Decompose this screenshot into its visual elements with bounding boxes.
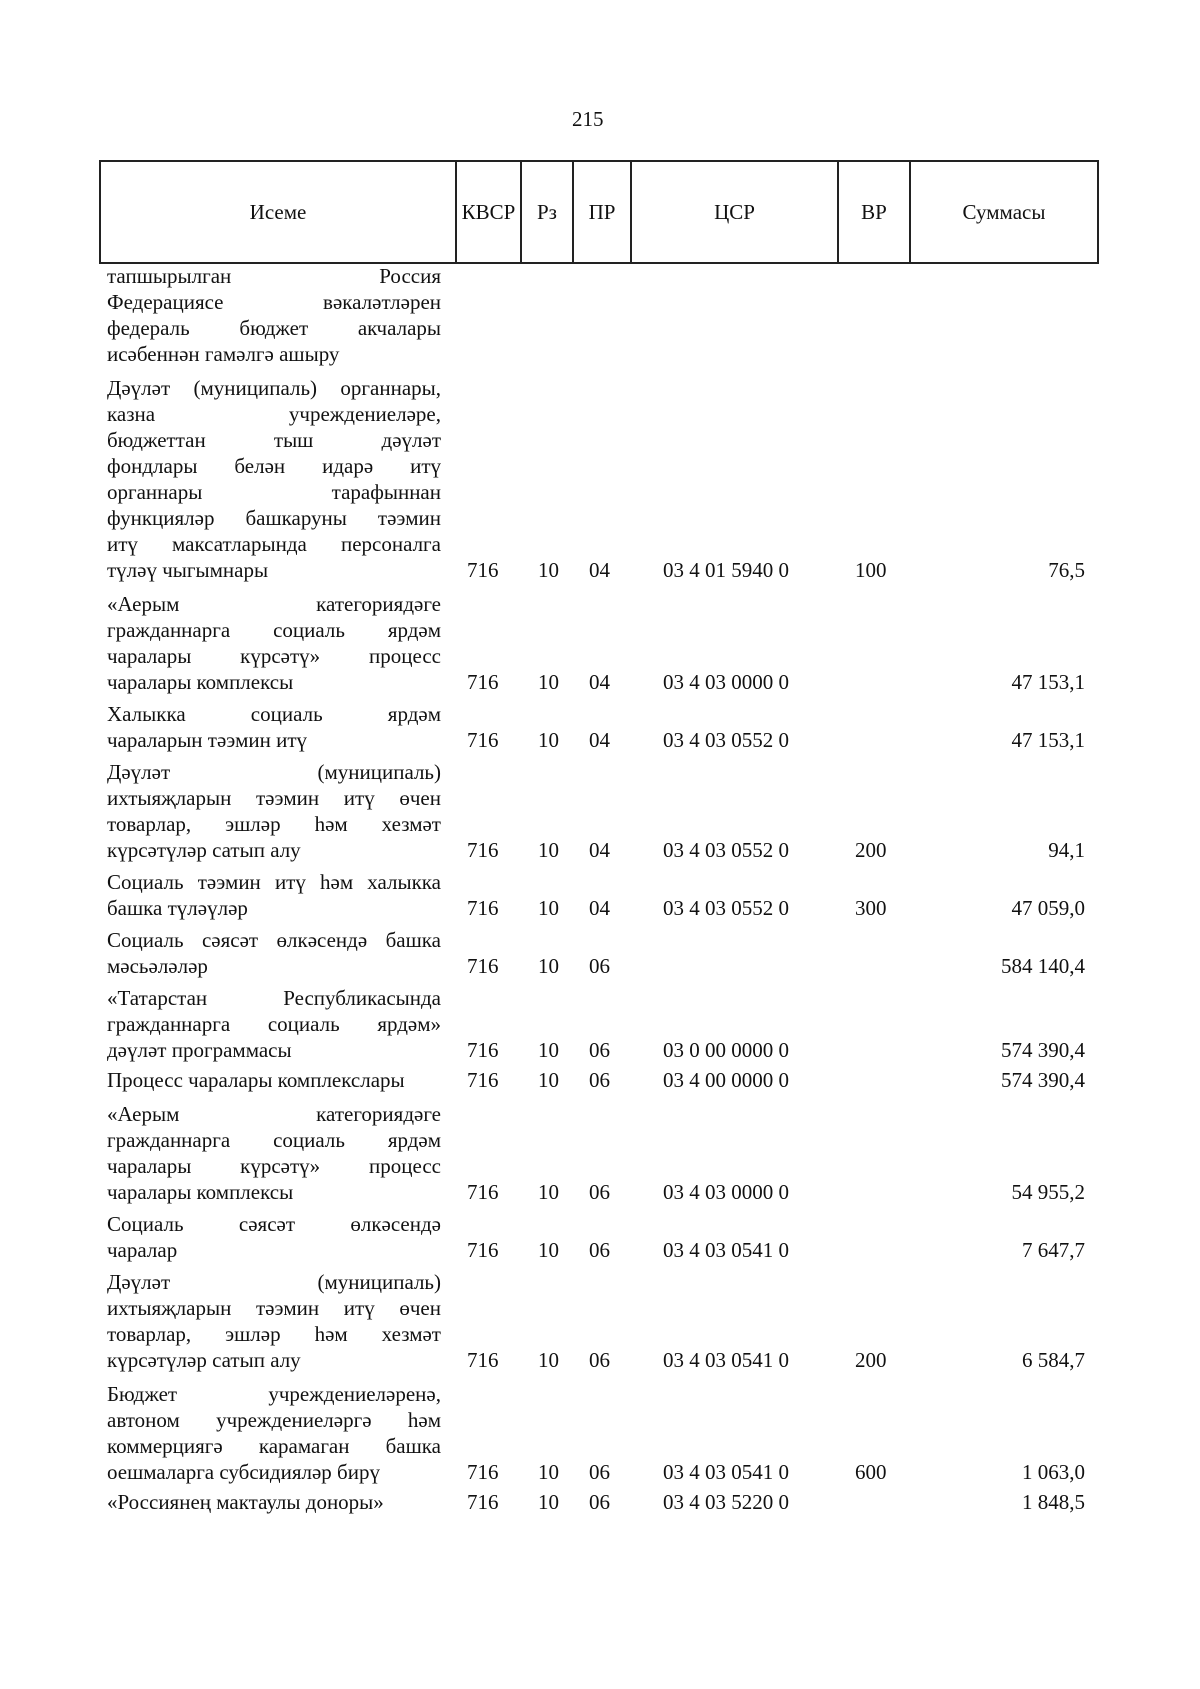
row-name: [99, 375, 441, 583]
cell-pr: 06: [589, 1238, 610, 1262]
row-name-line: Дәүләт (муниципаль): [107, 760, 441, 784]
table-row: [99, 1211, 1097, 1263]
table-row: [99, 869, 1097, 921]
cell-kvsr: 716: [467, 670, 499, 694]
row-name: [99, 927, 441, 979]
cell-vr: 200: [855, 1348, 887, 1372]
row-name-line: органнары тарафыннан: [107, 480, 441, 504]
row-name-line: Социаль тәэмин итү һәм халыкка: [107, 870, 441, 894]
cell-sum: 7 647,7: [1022, 1238, 1085, 1262]
cell-csr: 03 4 03 0000 0: [663, 670, 789, 694]
row-name: [99, 1381, 441, 1485]
cell-kvsr: 716: [467, 1490, 499, 1514]
cell-csr: 03 4 03 0552 0: [663, 838, 789, 862]
row-name: [99, 985, 441, 1063]
row-name-line: тапшырылган Россия: [107, 264, 441, 288]
row-name-line: ихтыяҗларын тәэмин итү өчен: [107, 1296, 441, 1320]
cell-kvsr: 716: [467, 954, 499, 978]
row-name-line: бюджеттан тыш дәүләт: [107, 428, 441, 452]
cell-sum: 94,1: [1048, 838, 1085, 862]
row-name: [99, 1067, 441, 1093]
header-vr: ВР: [838, 161, 910, 263]
cell-kvsr: 716: [467, 1238, 499, 1262]
table-row: [99, 1101, 1097, 1205]
cell-csr: 03 4 03 0541 0: [663, 1460, 789, 1484]
row-name-line: «Татарстан Республикасында: [107, 986, 441, 1010]
cell-sum: 574 390,4: [1001, 1068, 1085, 1092]
table-row: [99, 1067, 1097, 1093]
cell-rz: 10: [538, 728, 559, 752]
row-name-line: түләү чыгымнары: [107, 558, 269, 582]
table-row: [99, 927, 1097, 979]
table-row: [99, 375, 1097, 583]
cell-pr: 06: [589, 954, 610, 978]
cell-rz: 10: [538, 954, 559, 978]
cell-sum: 76,5: [1048, 558, 1085, 582]
row-name-line: ихтыяҗларын тәэмин итү өчен: [107, 786, 441, 810]
cell-pr: 06: [589, 1038, 610, 1062]
row-name-line: чаралары комплексы: [107, 670, 294, 694]
row-name-line: күрсәтүләр сатып алу: [107, 1348, 301, 1372]
row-name-line: гражданнарга социаль ярдәм: [107, 618, 441, 642]
header-sum: Суммасы: [910, 161, 1098, 263]
cell-rz: 10: [538, 1068, 559, 1092]
row-name-line: «Аерым категориядәге: [107, 1102, 441, 1126]
table-body: [99, 263, 1097, 1515]
cell-sum: 1 848,5: [1022, 1490, 1085, 1514]
table-row: [99, 263, 1097, 367]
row-name-line: Социаль сәясәт өлкәсендә: [107, 1212, 441, 1236]
cell-rz: 10: [538, 1180, 559, 1204]
cell-vr: 200: [855, 838, 887, 862]
table-row: [99, 759, 1097, 863]
row-name-line: чаралары күрсәтү» процесс: [107, 644, 441, 668]
cell-kvsr: 716: [467, 1460, 499, 1484]
table-header: [99, 160, 1099, 264]
row-name: [99, 1489, 441, 1515]
row-name-line: чаралары күрсәтү» процесс: [107, 1154, 441, 1178]
cell-rz: 10: [538, 1238, 559, 1262]
table-row: [99, 591, 1097, 695]
cell-rz: 10: [538, 1348, 559, 1372]
cell-rz: 10: [538, 1490, 559, 1514]
cell-pr: 04: [589, 728, 610, 752]
cell-rz: 10: [538, 670, 559, 694]
cell-kvsr: 716: [467, 1068, 499, 1092]
cell-csr: 03 0 00 0000 0: [663, 1038, 789, 1062]
header-rz: Рз: [521, 161, 573, 263]
cell-csr: 03 4 00 0000 0: [663, 1068, 789, 1092]
cell-csr: 03 4 03 0552 0: [663, 896, 789, 920]
cell-sum: 47 153,1: [1011, 670, 1085, 694]
cell-sum: 47 059,0: [1011, 896, 1085, 920]
cell-csr: 03 4 03 0552 0: [663, 728, 789, 752]
row-name-line: функцияләр башкаруны тәэмин: [107, 506, 441, 530]
row-name-line: Бюджет учреждениеләренә,: [107, 1382, 441, 1406]
cell-rz: 10: [538, 896, 559, 920]
table-row: [99, 701, 1097, 753]
row-name-line: коммерциягә карамаган башка: [107, 1434, 441, 1458]
header-pr: ПР: [573, 161, 631, 263]
row-name: [99, 759, 441, 863]
cell-kvsr: 716: [467, 896, 499, 920]
row-name-line: күрсәтүләр сатып алу: [107, 838, 301, 862]
row-name-line: Федерациясе вәкаләтләрен: [107, 290, 441, 314]
cell-kvsr: 716: [467, 1180, 499, 1204]
row-name-line: «Аерым категориядәге: [107, 592, 441, 616]
header-csr: ЦСР: [631, 161, 838, 263]
cell-sum: 574 390,4: [1001, 1038, 1085, 1062]
row-name: [99, 591, 441, 695]
row-name-line: казна учреждениеләре,: [107, 402, 441, 426]
row-name-line: Дәүләт (муниципаль) органнары,: [107, 376, 441, 400]
header-name: Исеме: [100, 161, 456, 263]
table-row: [99, 1269, 1097, 1373]
row-name-line: федераль бюджет акчалары: [107, 316, 441, 340]
row-name-line: товарлар, эшләр һәм хезмәт: [107, 1322, 441, 1346]
cell-csr: 03 4 01 5940 0: [663, 558, 789, 582]
row-name-line: товарлар, эшләр һәм хезмәт: [107, 812, 441, 836]
row-name-line: чаралар: [107, 1238, 178, 1262]
cell-sum: 6 584,7: [1022, 1348, 1085, 1372]
cell-csr: 03 4 03 0541 0: [663, 1348, 789, 1372]
cell-sum: 54 955,2: [1011, 1180, 1085, 1204]
row-name-line: чараларын тәэмин итү: [107, 728, 308, 752]
cell-kvsr: 716: [467, 838, 499, 862]
row-name: [99, 1101, 441, 1205]
row-name-line: исәбеннән гамәлгә ашыру: [107, 342, 340, 366]
row-name-line: Процесс чаралары комплекслары: [107, 1068, 405, 1092]
row-name-line: «Россиянең мактаулы доноры»: [107, 1490, 384, 1514]
cell-csr: 03 4 03 0000 0: [663, 1180, 789, 1204]
cell-kvsr: 716: [467, 728, 499, 752]
cell-pr: 04: [589, 896, 610, 920]
row-name-line: итү максатларында персоналга: [107, 532, 441, 556]
row-name: [99, 1211, 441, 1263]
row-name-line: Социаль сәясәт өлкәсендә башка: [107, 928, 441, 952]
cell-sum: 47 153,1: [1011, 728, 1085, 752]
table-row: [99, 985, 1097, 1063]
cell-kvsr: 716: [467, 1348, 499, 1372]
row-name-line: гражданнарга социаль ярдәм: [107, 1128, 441, 1152]
row-name-line: Дәүләт (муниципаль): [107, 1270, 441, 1294]
cell-rz: 10: [538, 838, 559, 862]
cell-sum: 1 063,0: [1022, 1460, 1085, 1484]
cell-kvsr: 716: [467, 1038, 499, 1062]
cell-vr: 600: [855, 1460, 887, 1484]
row-name-line: дәүләт программасы: [107, 1038, 292, 1062]
row-name-line: гражданнарга социаль ярдәм»: [107, 1012, 441, 1036]
row-name: [99, 869, 441, 921]
row-name-line: Халыкка социаль ярдәм: [107, 702, 441, 726]
cell-vr: 100: [855, 558, 887, 582]
header-kvsr: КВСР: [456, 161, 521, 263]
cell-rz: 10: [538, 1038, 559, 1062]
cell-csr: 03 4 03 5220 0: [663, 1490, 789, 1514]
row-name-line: мәсьәләләр: [107, 954, 208, 978]
row-name-line: автоном учреждениеләргә һәм: [107, 1408, 441, 1432]
table-row: [99, 1489, 1097, 1515]
row-name: [99, 1269, 441, 1373]
cell-pr: 06: [589, 1180, 610, 1204]
cell-pr: 06: [589, 1490, 610, 1514]
cell-rz: 10: [538, 1460, 559, 1484]
cell-csr: 03 4 03 0541 0: [663, 1238, 789, 1262]
cell-pr: 06: [589, 1068, 610, 1092]
cell-pr: 06: [589, 1460, 610, 1484]
cell-sum: 584 140,4: [1001, 954, 1085, 978]
row-name-line: оешмаларга субсидияләр бирү: [107, 1460, 380, 1484]
cell-pr: 04: [589, 670, 610, 694]
cell-pr: 06: [589, 1348, 610, 1372]
cell-pr: 04: [589, 838, 610, 862]
cell-vr: 300: [855, 896, 887, 920]
table-row: [99, 1381, 1097, 1485]
page-number: 215: [572, 107, 604, 131]
cell-pr: 04: [589, 558, 610, 582]
cell-rz: 10: [538, 558, 559, 582]
row-name: [99, 701, 441, 753]
row-name-line: башка түләүләр: [107, 896, 248, 920]
row-name: [99, 263, 441, 367]
row-name-line: фондлары белән идарә итү: [107, 454, 441, 478]
cell-kvsr: 716: [467, 558, 499, 582]
row-name-line: чаралары комплексы: [107, 1180, 294, 1204]
